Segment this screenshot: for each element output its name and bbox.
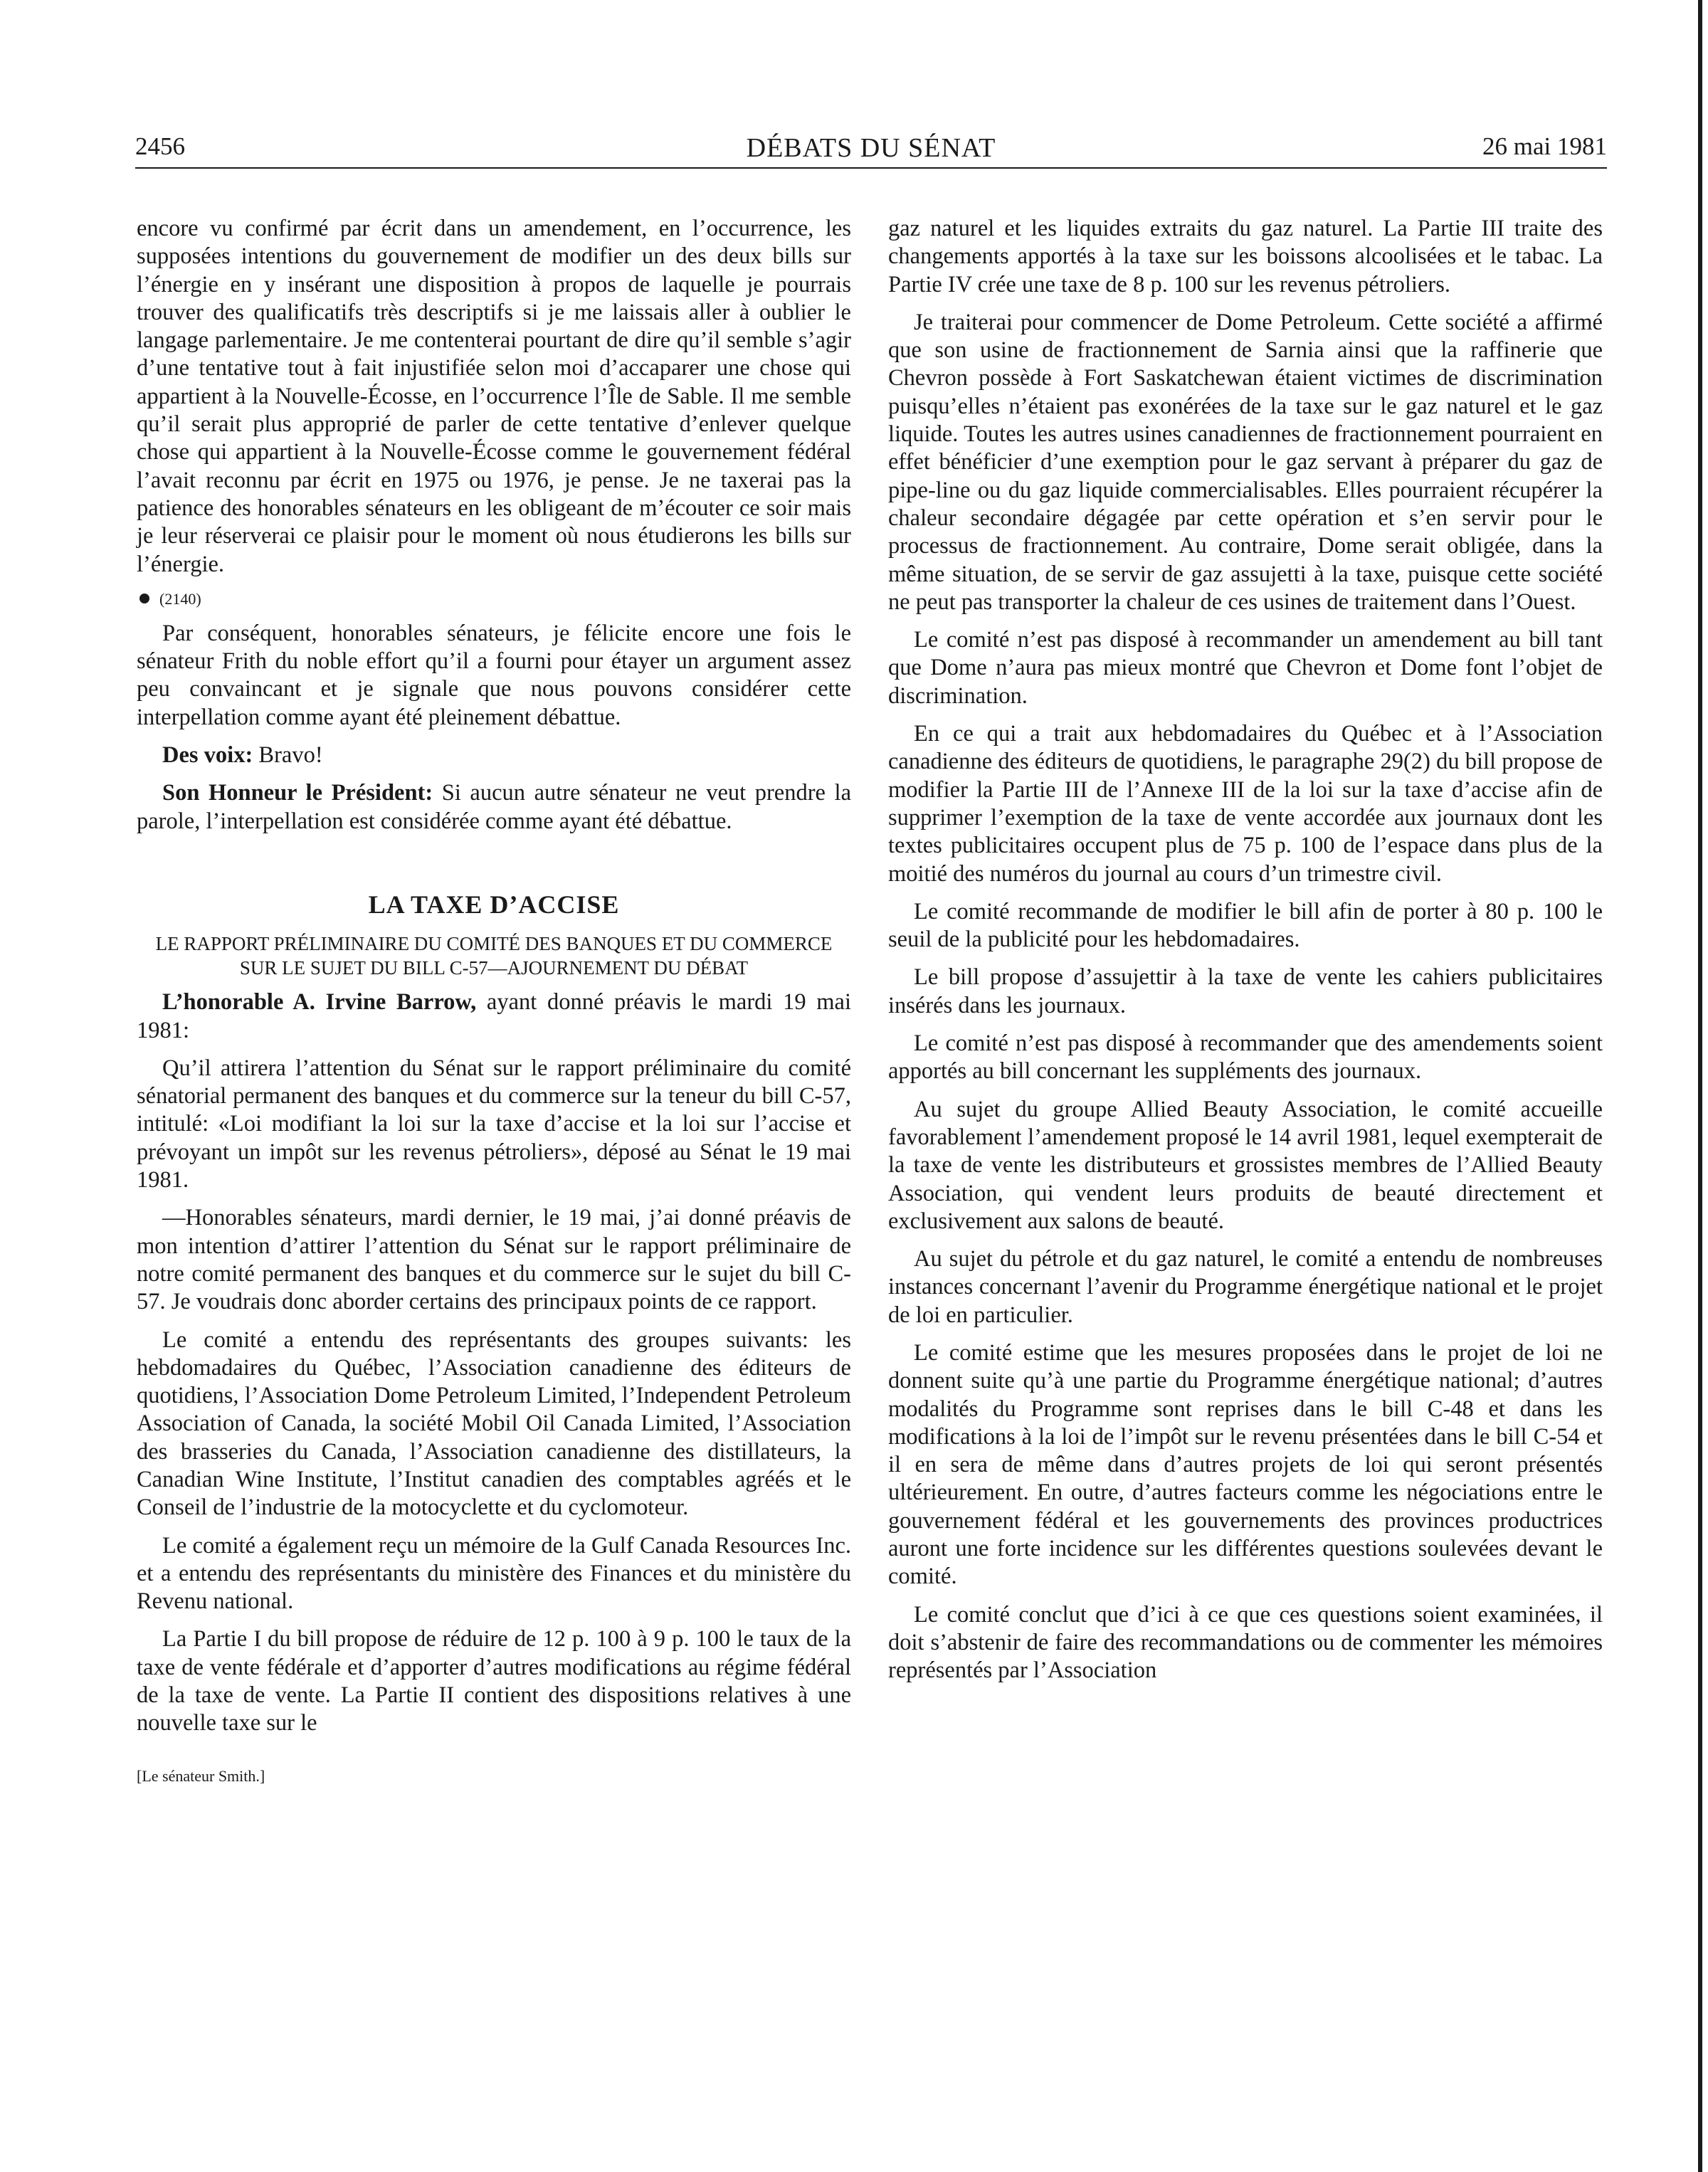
section-subtitle: LE RAPPORT PRÉLIMINAIRE DU COMITÉ DES BANQUES ET DU COMMERCE SUR LE SUJET DU BILL C-57—AJOURNEMENT DU DÉBAT <box>155 933 833 979</box>
notice-quote: Qu’il attirera l’attention du Sénat sur le rapport préliminaire du comité sénatorial permanent des banques et du commerce sur la teneur du bill C-57, intitulé: «Loi modifiant la loi sur la taxe d’accise et la loi sur l’accise et prévoyant un impôt sur les revenus pétroliers», déposé au Sénat le 19 mai 1981. <box>137 1055 851 1193</box>
bullet-icon <box>139 594 149 603</box>
paragraph: Au sujet du groupe Allied Beauty Association, le comité accueille favorablement l’amendement proposé le 14 avril 1981, lequel exempterait de la taxe de vente les distributeurs et grossistes membres de l’Allied Beauty Association, qui vendent leurs produits de beauté directement et exclusivement aux salons de beauté. <box>888 1096 1603 1234</box>
page-header <box>135 132 1607 172</box>
paragraph: En ce qui a trait aux hebdomadaires du Québec et à l’Association canadienne des éditeurs de quotidiens, le paragraphe 29(2) du bill propose de modifier la Partie III de l’Annexe III de la loi sur la taxe d’accise afin de supprimer l’exemption de la taxe de vente accordée aux journaux dont les textes publicitaires occupent plus de 75 p. 100 de l’espace dans plus de la moitié des numéros du journal au cours d’un trimestre civil. <box>888 721 1603 887</box>
paragraph: Par conséquent, honorables sénateurs, je félicite encore une fois le sénateur Frith du noble effort qu’il a fourni pour étayer un argument assez peu convaincant et je signale que nous pouvons considérer cette interpellation comme ayant été pleinement débattue. <box>137 620 851 730</box>
time-marker <box>137 589 851 610</box>
speech-text: ayant donné préavis le mardi 19 mai 1981: <box>137 989 851 1043</box>
paragraph: La Partie I du bill propose de réduire de 12 p. 100 à 9 p. 100 le taux de la taxe de vente fédérale et d’apporter d’autres modifications au régime fédéral de la taxe de vente. La Partie II contient des dispositions relatives à une nouvelle taxe sur le <box>137 1626 851 1736</box>
speaker-name: Son Honneur le Président: <box>162 780 433 806</box>
left-column <box>137 215 851 1790</box>
paragraph: Le comité n’est pas disposé à recommander que des amendements soient apportés au bill concernant les suppléments des journaux. <box>888 1030 1603 1085</box>
time-marker-text: (2140) <box>159 589 201 608</box>
paragraph: encore vu confirmé par écrit dans un amendement, en l’occurrence, les supposées intentions du gouvernement de modifier un des deux bills sur l’énergie en y insérant une disposition à propos de laquelle je pourrais trouver des qualificatifs très descriptifs si je me laissais aller à oublier le langage parlementaire. Je me contenterai pourtant de dire qu’il semble s’agir d’une tentative tout à fait injustifiée selon moi d’accaparer une chose qui appartient à la Nouvelle-Écosse, en l’occurrence l’Île de Sable. Il me semble qu’il serait plus approprié de parler de cette tentative d’enlever quelque chose qui appartient à la Nouvelle-Écosse comme le gouvernement fédéral l’avait reconnu par écrit en 1975 ou 1976, je pense. Je ne taxerai pas la patience des honorables sénateurs en les obligeant de m’écouter ce soir mais je leur réserverai ce plaisir pour le moment où nous étudierons les bills sur l’énergie. <box>137 216 851 577</box>
speech-text: Bravo! <box>253 742 323 769</box>
section-title: LA TAXE D’ACCISE <box>368 890 620 919</box>
paragraph: Je traiterai pour commencer de Dome Petroleum. Cette société a affirmé que son usine de fractionnement de Sarnia ainsi que la raffinerie que Chevron possède à Fort Saskatchewan étaient victimes de discrimination puisqu’elles n’étaient pas exonérées de la taxe sur le gaz naturel et le gaz liquide. Toutes les autres usines canadiennes de fractionnement pourraient en effet bénéficier d’une exemption pour le gaz servant à préparer du gaz de pipe-line ou du gaz liquide commercialisables. Elles pourraient récupérer la chaleur secondaire dégagée par cette opération et s’en servir pour le processus de fractionnement. Au contraire, Dome serait obligée, dans la même situation, de se servir de gaz assujetti à la taxe, puisque cette société ne peut pas transporter la chaleur de ces usines de traitement dans l’Ouest. <box>888 309 1603 615</box>
paragraph: Le bill propose d’assujettir à la taxe de vente les cahiers publicitaires insérés dans les journaux. <box>888 964 1603 1018</box>
speaker-name: L’honorable A. Irvine Barrow, <box>162 989 477 1016</box>
paragraph: gaz naturel et les liquides extraits du gaz naturel. La Partie III traite des changements apportés à la taxe sur les boissons alcoolisées et le tabac. La Partie IV crée une taxe de 8 p. 100 sur les revenus pétroliers. <box>888 216 1603 297</box>
paragraph: —Honorables sénateurs, mardi dernier, le 19 mai, j’ai donné préavis de mon intention d’attirer l’attention du Sénat sur le rapport préliminaire de notre comité permanent des banques et du commerce sur le sujet du bill C-57. Je voudrais donc aborder certains des principaux points de ce rapport. <box>137 1205 851 1315</box>
paragraph: Le comité a entendu des représentants des groupes suivants: les hebdomadaires du Québec, l’Association canadienne des éditeurs de quotidiens, l’Association Dome Petroleum Limited, l’Independent Petroleum Association of Canada, la société Mobil Oil Canada Limited, l’Association des brasseries du Canada, l’Association canadienne des distillateurs, la Canadian Wine Institute, l’Institut canadien des comptables agréés et le Conseil de l’industrie de la motocyclette et du cyclomoteur. <box>137 1327 851 1521</box>
footnote: [Le sénateur Smith.] <box>137 1766 265 1785</box>
publication-title: DÉBATS DU SÉNAT <box>746 133 996 163</box>
paragraph: Au sujet du pétrole et du gaz naturel, le comité a entendu de nombreuses instances concernant l’avenir du Programme énergétique national et le projet de loi en particulier. <box>888 1246 1603 1328</box>
paragraph: Le comité conclut que d’ici à ce que ces questions soient examinées, il doit s’abstenir de faire des recommandations ou de commenter les mémoires représentés par l’Association <box>888 1601 1603 1684</box>
speaker-name: Des voix: <box>162 742 253 769</box>
paragraph <box>137 742 851 769</box>
paragraph: Le comité a également reçu un mémoire de la Gulf Canada Resources Inc. et a entendu des représentants du ministère des Finances et du ministère du Revenu national. <box>137 1532 851 1615</box>
paragraph <box>137 989 851 1045</box>
paragraph: Le comité recommande de modifier le bill afin de porter à 80 p. 100 le seuil de la publicité pour les hebdomadaires. <box>888 898 1603 953</box>
speech-text: Si aucun autre sénateur ne veut prendre la parole, l’interpellation est considérée comme ayant été débattue. <box>137 780 851 834</box>
page-edge-shadow <box>1698 0 1702 2172</box>
publication-date: 26 mai 1981 <box>1482 132 1607 160</box>
header-rule <box>135 167 1607 169</box>
page-number: 2456 <box>135 132 185 160</box>
paragraph <box>137 779 851 835</box>
paragraph: Le comité estime que les mesures proposées dans le projet de loi ne donnent suite qu’à une partie du Programme énergétique national; d’autres modalités du Programme sont reprises dans le bill C-48 et dans les modifications à la loi de l’impôt sur le revenu présentées dans le bill C-54 et il en sera de même dans d’autres projets de loi qui seront présentés ultérieurement. En outre, d’autres facteurs comme les négociations entre le gouvernement fédéral et les gouvernements des provinces productrices auront une forte incidence sur les différentes questions soulevées devant le comité. <box>888 1339 1603 1590</box>
right-column <box>888 215 1603 1695</box>
paragraph: Le comité n’est pas disposé à recommander un amendement au bill tant que Dome n’aura pas mieux montré que Chevron et Dome font l’objet de discrimination. <box>888 627 1603 709</box>
